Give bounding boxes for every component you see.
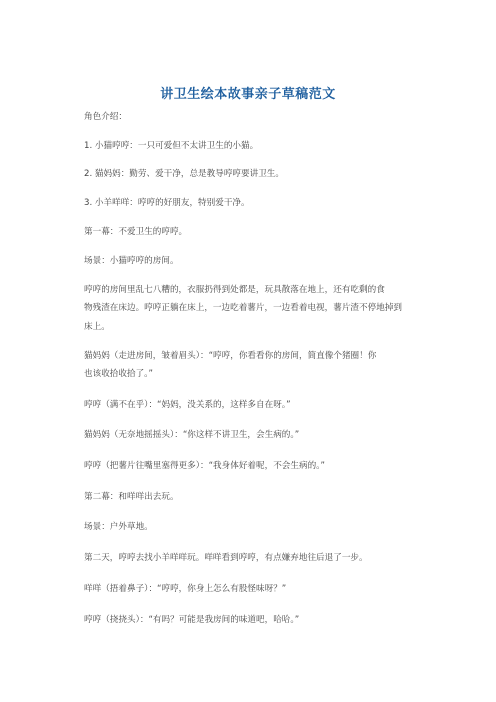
act-2-heading: 第二幕：和咩咩出去玩。	[84, 492, 179, 502]
document-title: 讲卫生绘本故事亲子草稿范文	[160, 87, 336, 102]
paragraph-line: 哼哼的房间里乱七八糟的，衣服扔得到处都是，玩具散落在地上，还有吃剩的食	[84, 285, 385, 295]
role-item-2: 2. 猫妈妈：勤劳、爱干净，总是教导哼哼要讲卫生。	[84, 169, 284, 179]
scene-2-line: 场景：户外草地。	[84, 522, 153, 532]
dialogue-line: 哼哼（把薯片往嘴里塞得更多）：“我身体好着呢，不会生病的。”	[84, 461, 325, 471]
paragraph-line: 床上。	[84, 322, 110, 332]
paragraph-line: 也该收拾收拾了。”	[84, 369, 153, 379]
dialogue-line: 哼哼（满不在乎）：“妈妈，没关系的，这样多自在呀。”	[84, 400, 291, 410]
scene-1-line: 场景：小猫哼哼的房间。	[84, 256, 179, 266]
paragraph-line: 猫妈妈（走进房间，皱着眉头）：“哼哼，你看看你的房间，简直像个猪圈！你	[84, 351, 377, 361]
dialogue-line: 咩咩（捂着鼻子）：“哼哼，你身上怎么有股怪味呀？”	[84, 584, 287, 594]
act-1-heading: 第一幕：不爱卫生的哼哼。	[84, 227, 188, 237]
role-intro-heading: 角色介绍：	[84, 112, 127, 122]
role-item-1: 1. 小猫哼哼：一只可爱但不太讲卫生的小猫。	[84, 141, 259, 151]
paragraph-line: 第二天，哼哼去找小羊咩咩玩。咩咩看到哼哼，有点嫌弃地往后退了一步。	[84, 553, 368, 563]
role-item-3: 3. 小羊咩咩：哼哼的好朋友，特别爱干净。	[84, 198, 250, 208]
dialogue-line: 哼哼（挠挠头）：“有吗？可能是我房间的味道吧，哈哈。”	[84, 615, 300, 625]
dialogue-line: 猫妈妈（无奈地摇摇头）：“你这样不讲卫生，会生病的。”	[84, 430, 300, 440]
paragraph-line: 物残渣在床边。哼哼正躺在床上，一边吃着薯片，一边看着电视，薯片渣不停地掉到	[84, 303, 402, 313]
